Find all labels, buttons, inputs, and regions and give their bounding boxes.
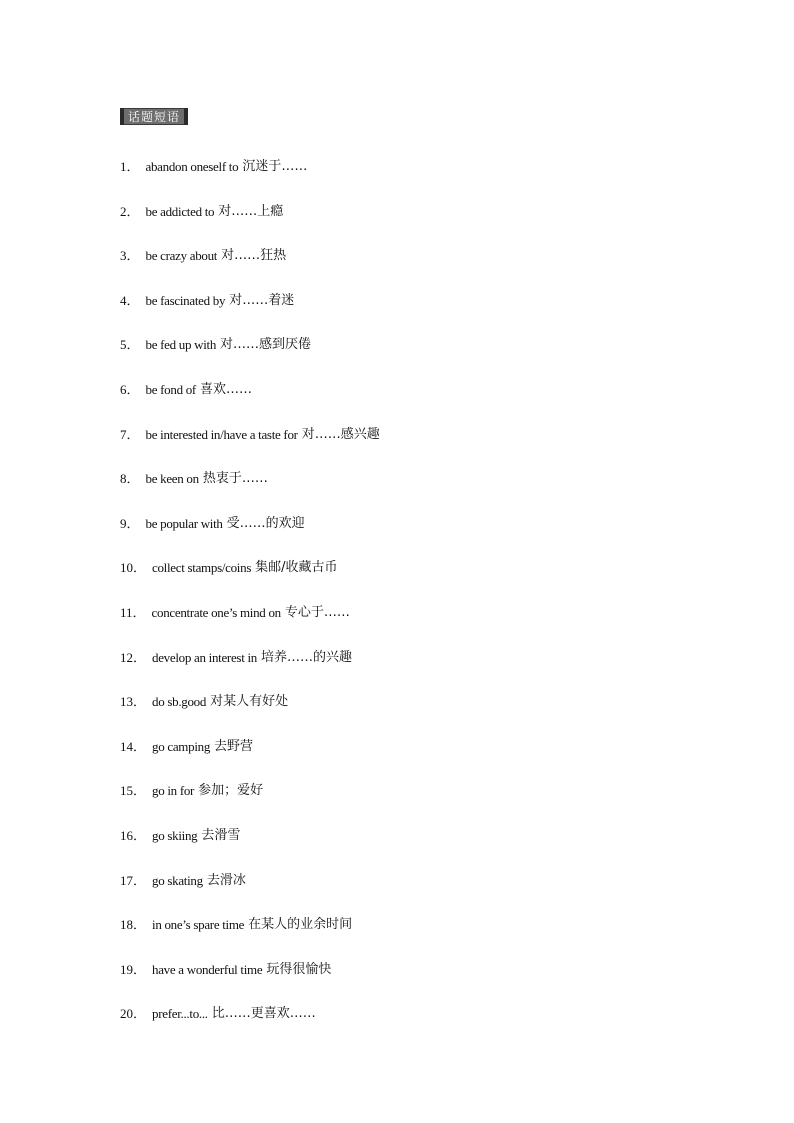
phrase-english: be addicted to [145, 203, 215, 219]
phrase-number: 3． [120, 248, 140, 264]
phrase-chinese: 去滑冰 [206, 872, 246, 888]
phrase-chinese: 对……上瘾 [218, 203, 284, 219]
phrase-item [120, 915, 380, 960]
phrase-chinese: 培养……的兴趣 [260, 649, 352, 665]
phrase-english: go skiing [152, 827, 198, 843]
section-tag [120, 108, 188, 125]
phrase-english: be popular with [145, 515, 223, 531]
phrase-english: be fond of [145, 381, 196, 397]
phrase-number: 13． [120, 694, 147, 710]
phrase-chinese: 比……更喜欢…… [211, 1006, 316, 1022]
phrase-item [120, 380, 380, 425]
phrase-chinese: 玩得很愉快 [266, 961, 332, 977]
phrase-chinese: 喜欢…… [199, 381, 252, 397]
phrase-english: go skating [152, 872, 203, 888]
phrase-english: be interested in/have a taste for [145, 426, 298, 442]
phrase-item [120, 737, 380, 782]
tag-right-cap [184, 108, 188, 125]
phrase-number: 11． [120, 604, 146, 620]
phrase-english: concentrate one’s mind on [151, 604, 281, 620]
phrase-number: 2． [120, 203, 140, 219]
phrase-chinese: 集邮/收藏古币 [255, 560, 338, 576]
phrase-chinese: 去野营 [214, 738, 254, 754]
phrase-english: do sb.good [152, 694, 207, 710]
phrase-number: 10． [120, 560, 147, 576]
phrase-chinese: 对……狂热 [221, 248, 287, 264]
phrase-list [120, 157, 380, 1049]
phrase-english: in one’s spare time [152, 917, 245, 933]
phrase-number: 4． [120, 292, 140, 308]
phrase-english: be fed up with [145, 337, 217, 353]
phrase-chinese: 热衷于…… [202, 471, 268, 487]
phrase-item [120, 603, 380, 648]
phrase-number: 8． [120, 471, 140, 487]
phrase-chinese: 专心于…… [284, 604, 350, 620]
phrase-chinese: 对……感兴趣 [301, 426, 380, 442]
phrase-chinese: 在某人的业余时间 [248, 917, 353, 933]
phrase-number: 5． [120, 337, 140, 353]
phrase-number: 16． [120, 827, 147, 843]
phrase-item [120, 514, 380, 559]
phrase-english: abandon oneself to [145, 159, 239, 174]
phrase-item [120, 826, 380, 871]
phrase-number: 1． [120, 159, 140, 174]
phrase-chinese: 受……的欢迎 [226, 515, 305, 531]
phrase-chinese: 对……感到厌倦 [220, 337, 312, 353]
phrase-number: 7． [120, 426, 140, 442]
phrase-english: be keen on [145, 471, 199, 487]
phrase-number: 18． [120, 917, 147, 933]
phrase-item [120, 558, 380, 603]
phrase-item [120, 781, 380, 826]
phrase-item [120, 469, 380, 514]
phrase-chinese: 对某人有好处 [210, 694, 289, 710]
phrase-item [120, 335, 380, 380]
phrase-chinese: 去滑雪 [201, 827, 241, 843]
phrase-item [120, 157, 380, 202]
phrase-item [120, 291, 380, 336]
phrase-item [120, 425, 380, 470]
phrase-number: 14． [120, 738, 147, 754]
phrase-chinese: 沉迷于…… [242, 159, 308, 174]
phrase-number: 12． [120, 649, 147, 665]
phrase-number: 20． [120, 1006, 147, 1022]
phrase-chinese: 参加；爱好 [198, 783, 264, 799]
phrase-number: 15． [120, 783, 147, 799]
phrase-number: 17． [120, 872, 147, 888]
phrase-number: 19． [120, 961, 147, 977]
phrase-item [120, 692, 380, 737]
phrase-english: have a wonderful time [152, 961, 263, 977]
phrase-item [120, 246, 380, 291]
phrase-english: go in for [152, 783, 195, 799]
phrase-item [120, 1004, 380, 1049]
section-tag-label: 话题短语 [124, 108, 184, 125]
phrase-number: 9． [120, 515, 140, 531]
phrase-english: go camping [152, 738, 211, 754]
phrase-english: collect stamps/coins [152, 560, 252, 576]
phrase-chinese: 对……着迷 [229, 292, 295, 308]
phrase-english: develop an interest in [152, 649, 257, 665]
phrase-item [120, 202, 380, 247]
phrase-english: be fascinated by [145, 292, 226, 308]
phrase-number: 6． [120, 381, 140, 397]
phrase-english: be crazy about [145, 248, 218, 264]
phrase-item [120, 960, 380, 1005]
phrase-item [120, 648, 380, 693]
phrase-item [120, 871, 380, 916]
phrase-english: prefer...to... [152, 1006, 208, 1022]
